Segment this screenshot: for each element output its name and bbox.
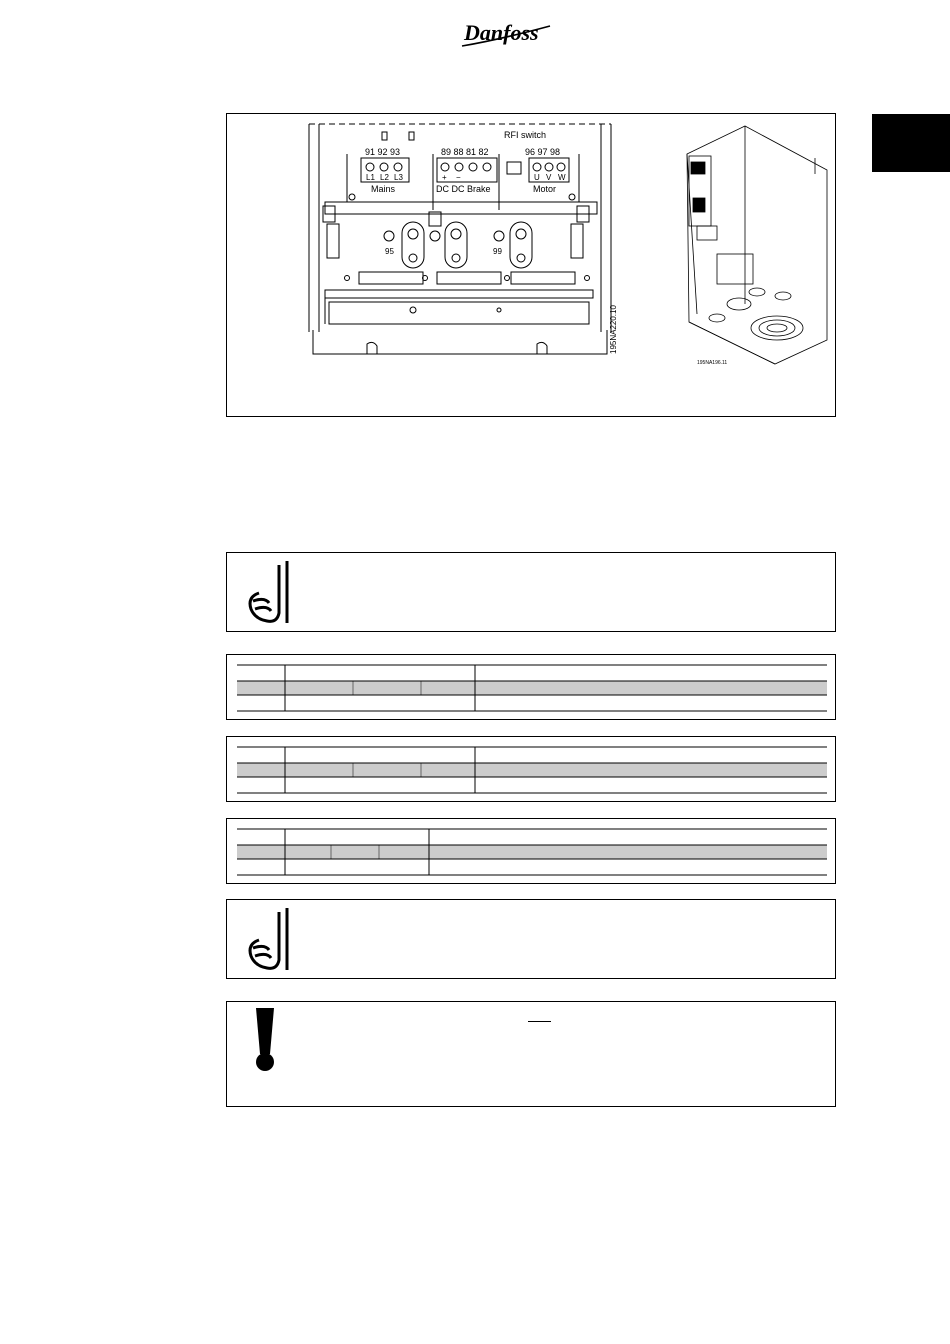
exclamation-icon (227, 1002, 837, 1108)
plus-label: + (442, 173, 447, 182)
l3-label: L3 (394, 173, 403, 182)
earth-99-label: 99 (493, 247, 502, 256)
dc-terminal-numbers: 89 88 81 82 (441, 147, 489, 157)
note-hand-icon (227, 553, 837, 633)
table-1 (226, 654, 836, 720)
logo-text: Danfoss (464, 20, 539, 45)
warning-box (226, 1001, 836, 1107)
mains-terminal-numbers: 91 92 93 (365, 147, 401, 157)
mains-label: Mains (371, 184, 396, 194)
u-label: U (534, 173, 540, 182)
drawing-code-left: 195NA220.10 (609, 305, 618, 354)
l1-label: L1 (366, 173, 375, 182)
minus-label: − (456, 173, 461, 182)
l2-label: L2 (380, 173, 389, 182)
motor-terminal-numbers: 96 97 98 (525, 147, 561, 157)
w-label: W (558, 173, 566, 182)
drawing-code-right: 195NA196.11 (697, 360, 728, 366)
danfoss-logo (458, 20, 558, 52)
terminal-figure (226, 113, 836, 417)
table-3 (226, 818, 836, 884)
rfi-switch-label: RFI switch (504, 130, 547, 140)
v-label: V (546, 173, 552, 182)
table-2 (226, 736, 836, 802)
note-hand-icon (227, 900, 837, 980)
underline-mark (528, 1021, 551, 1022)
dc-brake-label: DC DC Brake (436, 184, 491, 194)
note-box-2 (226, 899, 836, 979)
motor-label: Motor (533, 184, 557, 194)
earth-95-label: 95 (385, 247, 394, 256)
chapter-tab (872, 114, 950, 172)
note-box-1 (226, 552, 836, 632)
